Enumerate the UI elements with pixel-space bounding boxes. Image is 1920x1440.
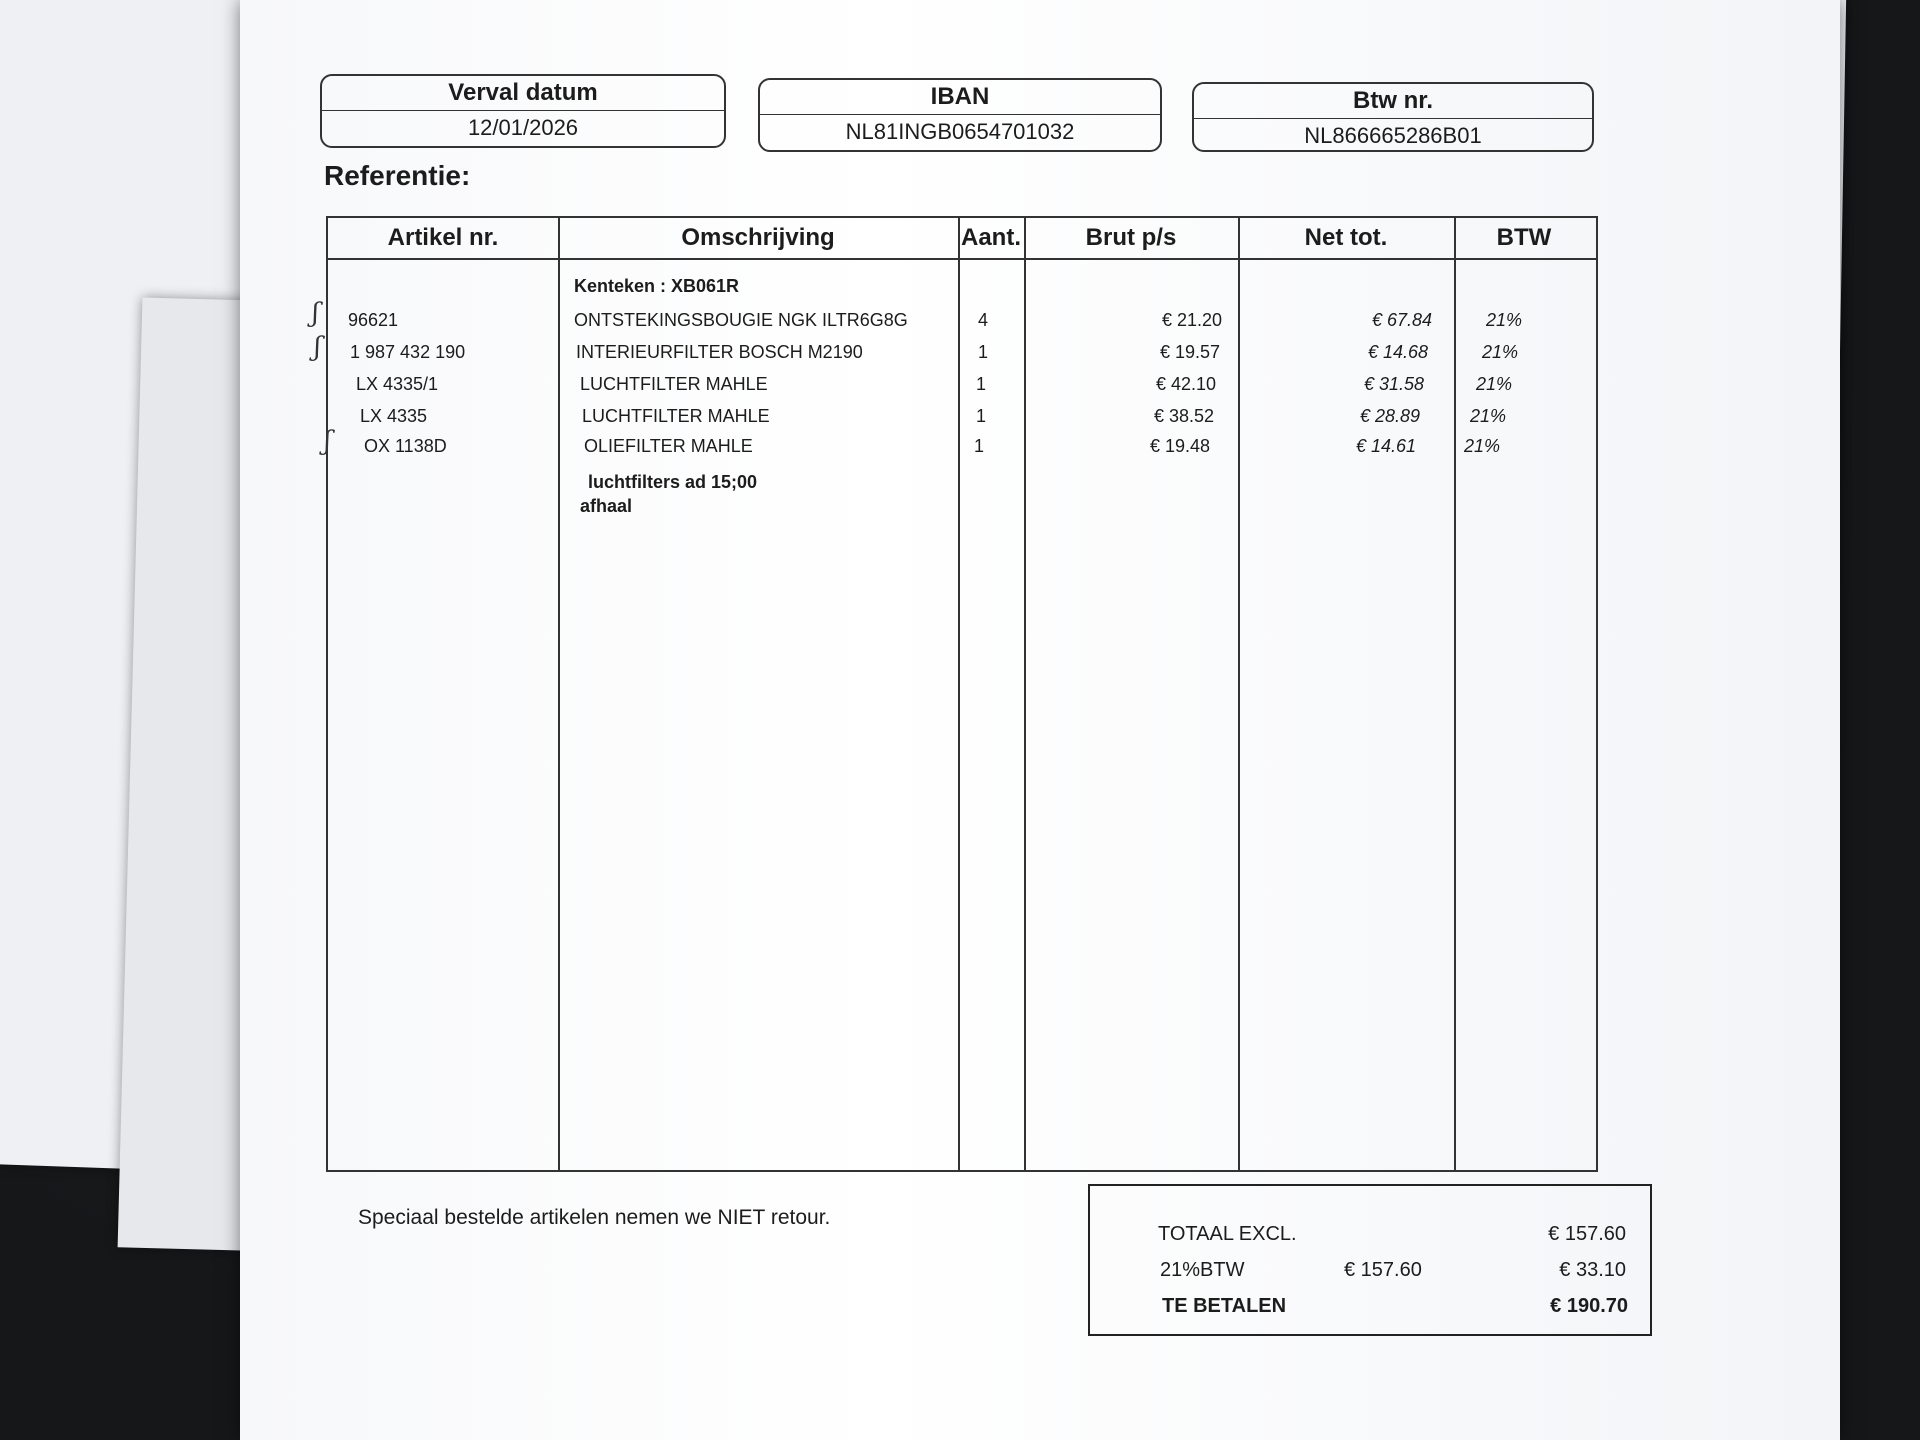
row-artikel: 96621 [348,310,399,330]
kenteken-text: Kenteken : XB061R [574,276,740,296]
col-header-btw: BTW [1496,224,1552,251]
col-header-brut: Brut p/s [1085,224,1177,251]
row-aant: 1 [976,406,987,426]
btw-nr-label: Btw nr. [1194,84,1592,119]
row-artikel: 1 987 432 190 [350,342,466,362]
row-net: € 14.61 [1355,436,1416,456]
row-omschrijving: ONTSTEKINGSBOUGIE NGK ILTR6G8G [574,310,908,330]
btw-nr-box [1192,82,1594,152]
referentie-label: Referentie: [324,160,471,191]
verval-datum-value: 12/01/2026 [467,115,579,140]
col-header-omschrijving: Omschrijving [681,224,835,251]
btw-row [1090,1252,1650,1288]
row-btw: 21% [1470,406,1507,426]
column-divider [558,218,560,1170]
row-aant: 1 [974,436,985,456]
note-line-1: luchtfilters ad 15;00 [588,472,758,492]
return-policy-note: Speciaal bestelde artikelen nemen we NIET retour. [358,1206,831,1229]
total-excl-row [1090,1216,1650,1252]
row-omschrijving: OLIEFILTER MAHLE [584,436,753,456]
row-brut: € 42.10 [1155,374,1216,394]
row-aant: 1 [976,374,987,394]
row-brut: € 21.20 [1161,310,1222,330]
row-aant: 4 [978,310,989,330]
row-artikel: OX 1138D [364,436,447,456]
total-excl-label: TOTAAL EXCL. [1158,1223,1297,1245]
btw-value: € 33.10 [1559,1259,1626,1281]
note-line-2: afhaal [580,496,633,516]
row-brut: € 19.57 [1159,342,1220,362]
row-net: € 31.58 [1363,374,1424,394]
row-omschrijving: INTERIEURFILTER BOSCH M2190 [576,342,863,362]
row-omschrijving: LUCHTFILTER MAHLE [582,406,770,426]
check-mark: ʃ [312,298,320,328]
te-betalen-value: € 190.70 [1550,1295,1628,1317]
row-brut: € 19.48 [1149,436,1210,456]
te-betalen-row [1090,1288,1650,1324]
row-btw: 21% [1476,374,1513,394]
row-net: € 14.68 [1367,342,1428,362]
row-net: € 67.84 [1371,310,1432,330]
row-btw: 21% [1464,436,1501,456]
row-artikel: LX 4335/1 [356,374,439,394]
column-divider [1024,218,1026,1170]
iban-label: IBAN [760,80,1160,115]
verval-datum-box [320,74,726,148]
te-betalen-label: TE BETALEN [1162,1295,1287,1317]
check-mark: ʃ [324,426,332,456]
column-divider [1238,218,1240,1170]
iban-box [758,78,1162,152]
check-mark: ʃ [314,332,322,362]
row-brut: € 38.52 [1153,406,1214,426]
col-header-aant: Aant. [961,224,1021,251]
verval-datum-label: Verval datum [322,76,724,111]
iban-value: NL81INGB0654701032 [845,119,1075,144]
row-net: € 28.89 [1359,406,1420,426]
col-header-net: Net tot. [1304,224,1388,251]
column-divider [1454,218,1456,1170]
row-btw: 21% [1486,310,1523,330]
row-omschrijving: LUCHTFILTER MAHLE [580,374,768,394]
column-divider [958,218,960,1170]
total-excl-value: € 157.60 [1548,1223,1626,1245]
btw-nr-value: NL866665286B01 [1304,123,1482,148]
col-header-artikel: Artikel nr. [387,224,499,251]
totals-box [1088,1184,1652,1336]
btw-base: € 157.60 [1344,1259,1422,1281]
row-artikel: LX 4335 [360,406,428,426]
items-table [312,216,1598,1172]
row-aant: 1 [978,342,989,362]
row-btw: 21% [1482,342,1519,362]
btw-label: 21%BTW [1160,1259,1245,1281]
